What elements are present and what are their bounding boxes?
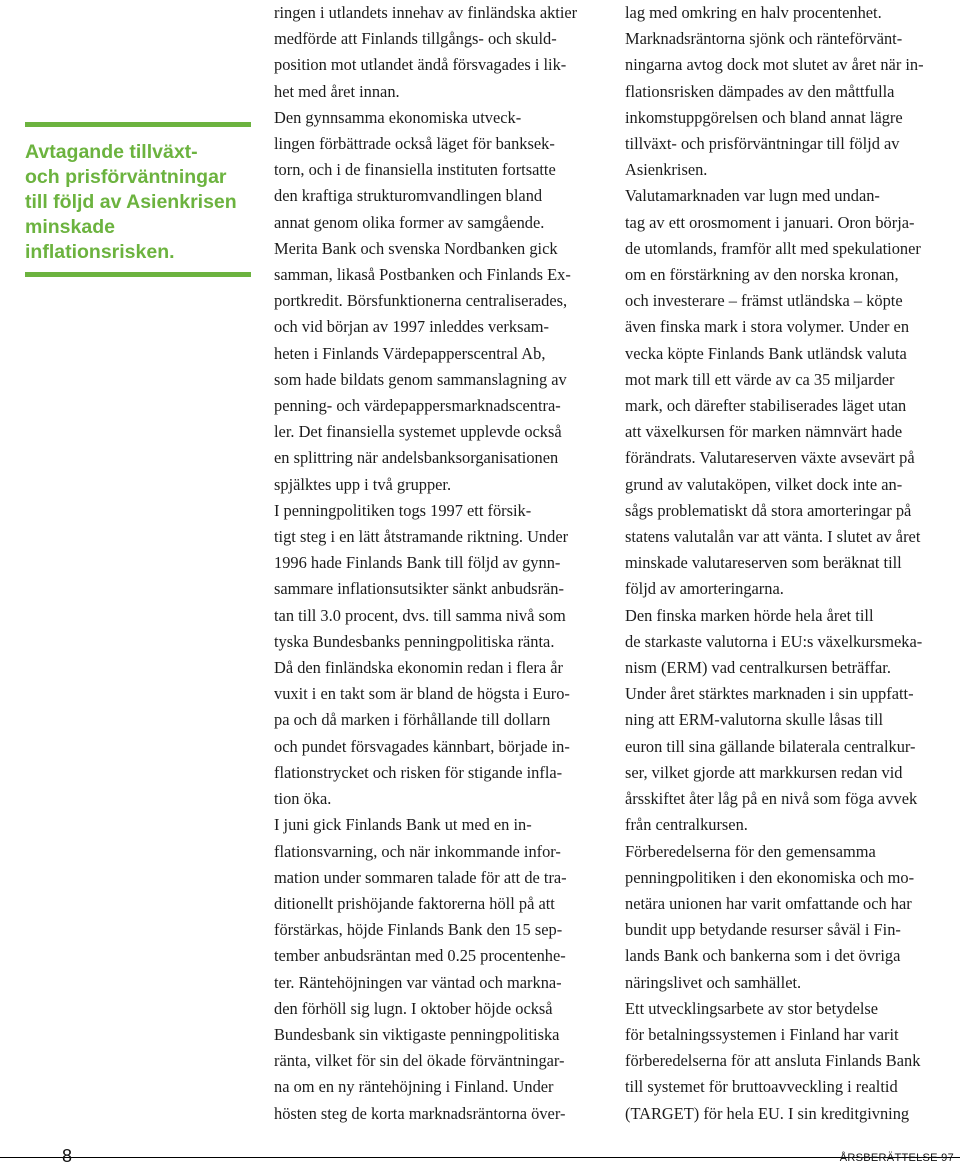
body-paragraph: Valutamarknaden var lugn med undan- tag av ett orosmoment i januari. Oron börja- de utomlands, framför allt med spekulationer om en förstärkning av den norska kronan, och investerare – främst utländska – köpte även finska mark i stora volymer. Under en vecka köpte Finlands Bank utländsk valuta mot mark till ett värde av ca 35 miljarder mark, och därefter stabiliserades läget utan att växelkursen för marken nämnvärt hade förändrats. Valutareserven växte avsevärt på grund av valutaköpen, vilket dock inte an- sågs problematiskt då stora amorteringar på statens valutalån var att vänta. I slutet av året minskade valutareserven som beräknat till följd av amorteringarna. [625,186,921,599]
body-paragraph: ringen i utlandets innehav av finländska aktier medförde att Finlands tillgångs- och skuld- position mot utlandet ändå försvagades i lik- het med året innan. [274,3,578,101]
sidebar-top-rule [25,122,251,127]
body-paragraph: Ett utvecklingsarbete av stor betydelse för betalningssystemen i Finland har varit förberedelserna för att ansluta Finlands Bank till systemet för bruttoavveckling i realtid (TARGET) för hela EU. I sin kreditgivning [625,998,921,1123]
sidebar-bottom-rule [25,272,251,277]
page-number: 8 [62,1146,73,1166]
body-paragraph: Den finska marken hörde hela året till de starkaste valutorna i EU:s växelkursmeka- nism (ERM) vad centralkursen beträffar. Under året stärktes marknaden i sin uppfatt- ning att ERM-valutorna skulle låsas till euron till sina gällande bilaterala centralkur- ser, vilket gjorde att markkursen redan vid årsskiftet åter låg på en nivå som föga avvek från centralkursen. [625,605,923,835]
body-paragraph: Förberedelserna för den gemensamma penningpolitiken i den ekonomiska och mo- netära unionen har varit omfattande och har bundit upp betydande resurser såväl i Fin- lands Bank och bankerna som i det övriga näringslivet och samhället. [625,841,915,992]
footer-rule [0,1157,960,1158]
body-paragraph: lag med omkring en halv procentenhet. Marknadsräntorna sjönk och ränteförvänt- ningarna avtog dock mot slutet av året när in- flationsrisken dämpades av den måttfulla inkomstuppgörelsen och bland annat lägre tillväxt- och prisförväntningar till följd av Asienkrisen. [625,3,924,180]
text-column-left [274,0,605,1127]
body-paragraph: I penningpolitiken togs 1997 ett försik- tigt steg i en lätt åtstramande riktning. Under 1996 hade Finlands Bank till följd av gynn- sammare inflationsutsikter sänkt anbudsrän- tan till 3.0 procent, dvs. till samma nivå som tyska Bundesbanks penningpolitiska ränta. Då den finländska ekonomin redan i flera år vuxit i en takt som är bland de högsta i Euro- pa och då marken i förhållande till dollarn och pundet försvagades kännbart, började in- flationstrycket och risken för stigande infla- tion öka. [274,500,570,809]
running-head: ÅRSBERÄTTELSE 97 [839,1152,954,1164]
text-column-right [625,0,956,1127]
body-paragraph: Den gynnsamma ekonomiska utveck- lingen förbättrade också läget för banksek- torn, och i de finansiella instituten fortsatte den kraftiga strukturomvandlingen bland annat genom olika former av samgående. Merita Bank och svenska Nordbanken gick samman, likaså Postbanken och Finlands Ex- portkredit. Börsfunktionerna centraliserades, och vid början av 1997 inleddes verksam- heten i Finlands Värdepapperscentral Ab, som hade bildats genom sammanslagning av penning- och värdepappersmarknadscentra- ler. Det finansiella systemet upplevde också en splittring när andelsbanksorganisationen spjälktes upp i två grupper. [274,107,571,494]
pull-quote-heading: Avtagande tillväxt- och prisförväntningar till följd av Asienkrisen minskade inflationsrisken. [25,141,237,263]
body-paragraph: I juni gick Finlands Bank ut med en in- flationsvarning, och när inkommande infor- mation under sommaren talade för att de tra- ditionellt prishöjande faktorerna höll på att förstärkas, höjde Finlands Bank den 15 sep- tember anbudsräntan med 0.25 procentenhe- ter. Räntehöjningen var väntad och markna- den förhöll sig lugn. I oktober höjde också Bundesbank sin viktigaste penningpolitiska ränta, vilket för sin del ökade förväntningar- na om en ny räntehöjning i Finland. Under hösten steg de korta marknadsräntorna över- [274,815,567,1123]
